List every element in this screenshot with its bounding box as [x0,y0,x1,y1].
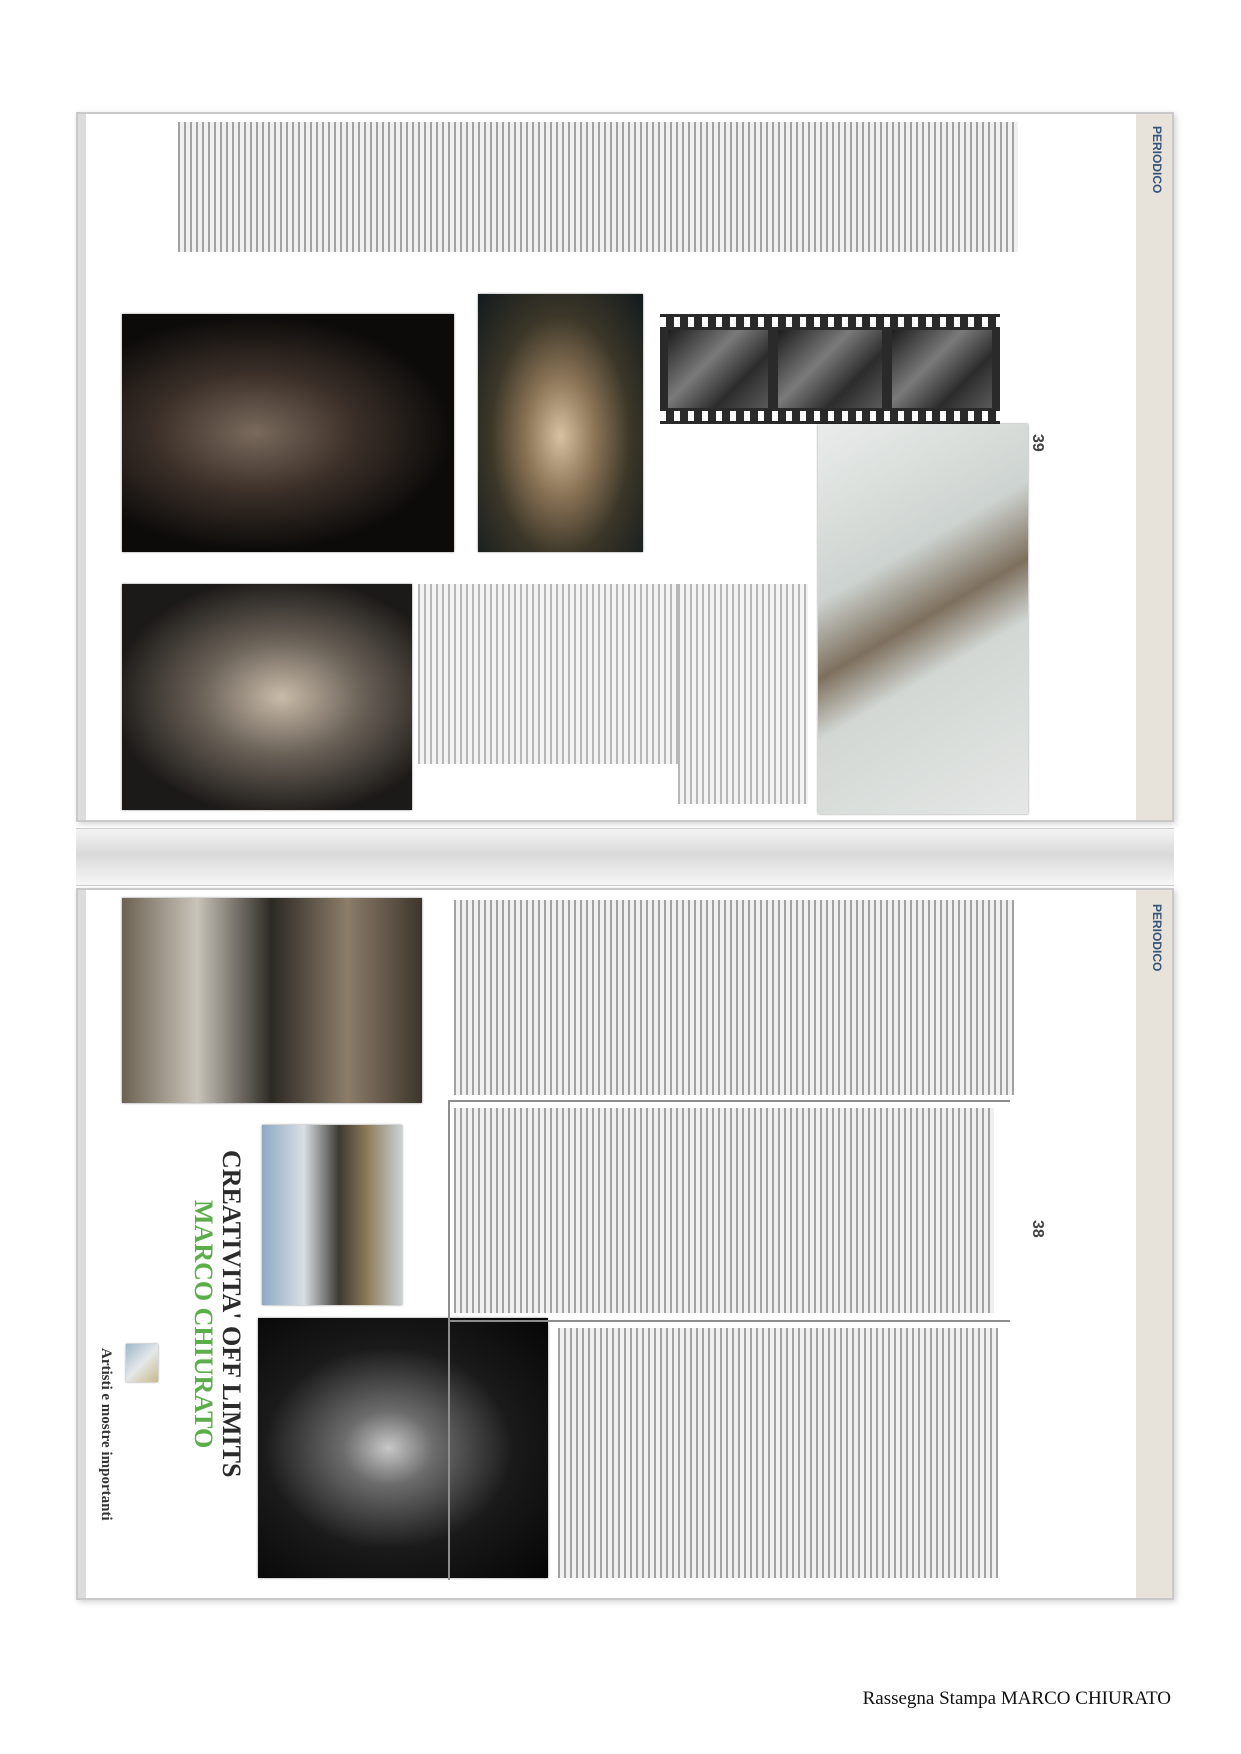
magazine-page-38 [76,888,1174,1600]
article-column [678,584,808,804]
magazine-page-39 [76,112,1174,822]
spread-gutter [76,828,1174,886]
page-number: 38 [1029,1220,1046,1238]
photo-sculpture-rope [818,424,1028,814]
article-column [598,122,1018,252]
article-column [178,122,598,252]
photo-portrait [258,1318,548,1578]
masthead: PERIODICO [1150,126,1164,194]
headline-name: MARCO CHIURATO [189,1200,218,1449]
photo-doll-bed [122,584,412,810]
page-margin-strip [1136,114,1172,820]
photo-gallery-visitors [122,898,422,1103]
article-column [418,584,678,764]
headline-subtitle: CREATIVITA' OFF LIMITS [217,1150,246,1478]
photo-candle-figure [122,314,454,552]
article-column [454,1108,994,1313]
masthead: PERIODICO [1150,904,1164,972]
photo-carved-figure [478,294,643,552]
page-number: 39 [1029,434,1046,452]
photo-film-strip [660,314,1000,424]
magazine-spread [76,112,1174,1600]
page-margin-strip [1136,890,1172,1598]
article-column [454,900,1014,1095]
photo-exhibition-crowd [262,1125,402,1305]
article-column [558,1328,998,1578]
photo-thumbnail [126,1344,158,1382]
press-review-caption: Rassegna Stampa MARCO CHIURATO [862,1688,1171,1709]
section-header: Artisti e mostre importanti [98,1348,114,1521]
